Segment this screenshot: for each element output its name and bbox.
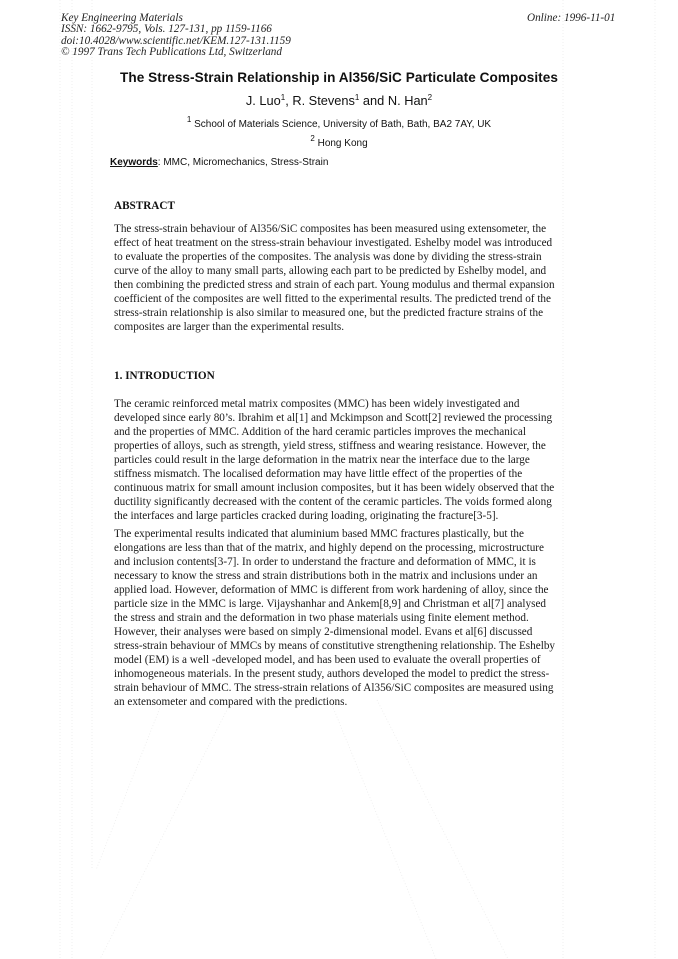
doi-line: doi:10.4028/www.scientific.net/KEM.127-131.1159 (61, 34, 291, 47)
author-separator: , (285, 93, 293, 108)
text-line: stress-strain behaviour of MMCs by means of constitutive strengthening relationship. The Eshelby (114, 640, 556, 652)
text-line: elongations are less than that of the matrix, and highly depend on the processing, microstructure (114, 542, 544, 554)
text-line: then combining the predicted stress and strain of each part. Young modulus and thermal expansion (114, 279, 555, 291)
text-line: However, their analyses were based on simply 2-dimensional model. Evans et al[6] discussed (114, 626, 533, 638)
online-date: Online: 1996-11-01 (527, 12, 616, 24)
text-line: ductility significantly decreased with the content of the ceramic particles. The voids formed along (114, 496, 552, 508)
author-name: N. Han (387, 93, 428, 108)
text-line: coefficient of the composites are well fitted to the experimental results. The predicted trend of the (114, 293, 551, 305)
text-line: strain behaviour of MMC. The stress-strain relations of Al356/SiC composites are measured using (114, 682, 554, 694)
text-line: necessary to know the stress and strain distributions both in the matrix and inclusions under an (114, 570, 538, 582)
abstract-body (114, 222, 584, 334)
author-affil-marker: 2 (427, 93, 433, 102)
journal-header (61, 13, 291, 58)
text-line: curve of the alloy to many small parts, allowing each part to be predicted by Eshelby model, and (114, 265, 547, 277)
text-line: The ceramic reinforced metal matrix composites (MMC) has been widely investigated and (114, 398, 520, 410)
text-line: particle size in the MMC is large. Vijayshanhar and Ankem[8,9] and Christman et al[7] analysed (114, 598, 547, 610)
abstract-heading: ABSTRACT (114, 200, 175, 212)
text-line: the interfaces and large particles cracked during loading, originating the fracture[3-5]. (114, 510, 499, 522)
keywords-label: Keywords (110, 157, 158, 168)
author-list (0, 93, 678, 108)
text-line: model (EM) is a well -developed model, and has been used to evaluate the overall properties of (114, 654, 541, 666)
affil-text: Hong Kong (314, 138, 368, 149)
introduction-heading: 1. INTRODUCTION (114, 370, 215, 382)
text-line: and inclusion contents[3-7]. In order to understand the fracture and deformation of MMC, it is (114, 556, 536, 568)
text-line: The experimental results indicated that aluminium based MMC fractures plastically, but the (114, 528, 524, 540)
text-line: applied load. However, deformation of MMC is different from work hardening of alloy, since the (114, 584, 549, 596)
text-line: continuous matrix for small amount inclusion composites, but it has been widely observed that the (114, 482, 555, 494)
text-line: and the properties of MMC. Addition of the hard ceramic particles improves the mechanical (114, 426, 526, 438)
author-name: J. Luo (245, 93, 281, 108)
text-line: an extensometer and compared with the predictions. (114, 696, 348, 708)
text-line: inhomogeneous materials. In the present study, authors developed the model to predict the stress- (114, 668, 550, 680)
introduction-paragraph-1 (114, 397, 584, 523)
author-affil-marker: 1 (280, 93, 286, 102)
copyright-line: © 1997 Trans Tech Publications Ltd, Switzerland (61, 45, 282, 58)
author-affil-marker: 1 (354, 93, 360, 102)
author-separator: and (359, 93, 388, 108)
affiliation-1 (0, 115, 678, 130)
author-name: R. Stevens (292, 93, 355, 108)
affil-marker: 2 (310, 134, 315, 143)
keywords (110, 157, 328, 168)
journal-name: Key Engineering Materials (61, 12, 183, 24)
text-line: the stress and strain and the deformation in two phase materials using finite element method. (114, 612, 529, 624)
paper-title: The Stress-Strain Relationship in Al356/SiC Particulate Composites (120, 70, 558, 85)
text-line: effect of heat treatment on the stress-strain behaviour investigated. Eshelby model was introduced (114, 237, 553, 249)
text-line: stiffness mismatch. The localised deformation may have little effect of the properties of the (114, 468, 523, 480)
affil-text: School of Materials Science, University of Bath, Bath, BA2 7AY, UK (191, 119, 492, 130)
affil-marker: 1 (186, 115, 192, 124)
text-line: stress-strain relationship is also similar to measured one, but the predicted fracture strains of the (114, 307, 544, 319)
text-line: particles could result in the large deformation in the matrix near the interface due to the large (114, 454, 530, 466)
issn-line: ISSN: 1662-9795, Vols. 127-131, pp 1159-1166 (61, 23, 272, 36)
text-line: properties of alloys, such as strength, yield stress, stiffness and wearing resistance. However, the (114, 440, 546, 452)
text-line: to evaluate the properties of the composites. The analysis was done by dividing the stress-strain (114, 251, 542, 263)
text-line: composites are larger than the experimental results. (114, 321, 344, 333)
introduction-paragraph-2 (114, 527, 584, 709)
keywords-list: : MMC, Micromechanics, Stress-Strain (157, 157, 329, 168)
affiliation-2 (0, 134, 678, 149)
text-line: The stress-strain behaviour of Al356/SiC composites has been measured using extensometer, the (114, 223, 547, 235)
text-line: developed since early 80’s. Ibrahim et al[1] and Mckimpson and Scott[2] reviewed the processing (114, 412, 553, 424)
